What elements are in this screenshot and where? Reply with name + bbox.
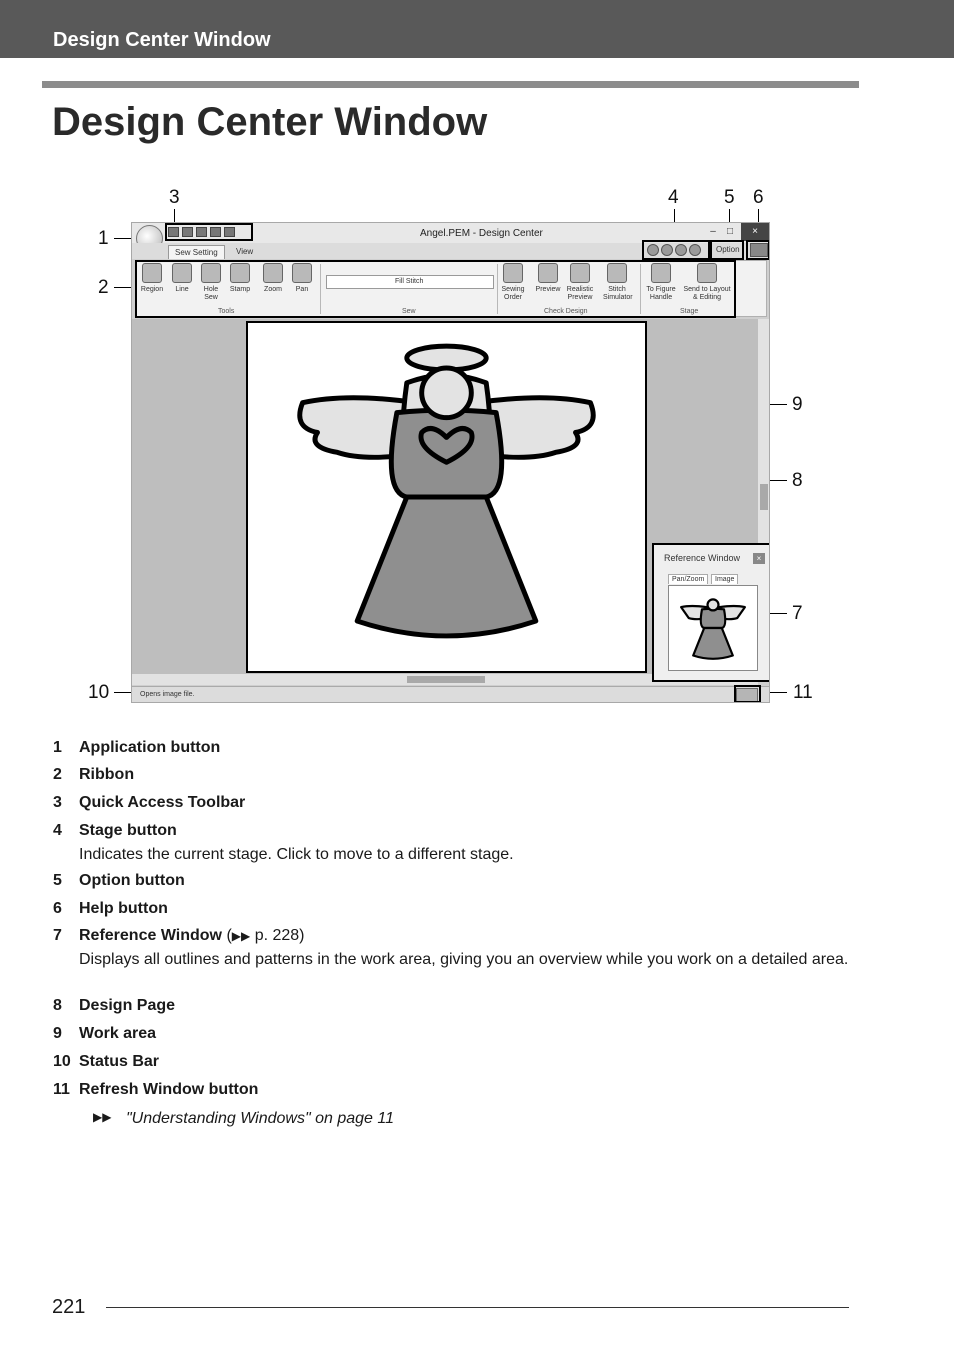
callout-2: 2 — [98, 277, 109, 298]
title-rule — [42, 81, 859, 88]
callout-3: 3 — [169, 187, 180, 208]
status-bar — [132, 686, 770, 703]
callout-4: 4 — [668, 187, 679, 208]
tab-image[interactable]: Image — [711, 574, 738, 584]
stage-highlight-box — [642, 240, 710, 260]
tab-view[interactable]: View — [236, 247, 254, 256]
callout-6: 6 — [753, 187, 764, 208]
angel-design — [248, 323, 645, 671]
refresh-highlight-box — [734, 685, 761, 703]
horizontal-scroll-thumb[interactable] — [407, 676, 485, 683]
callout-5: 5 — [724, 187, 735, 208]
callout-10: 10 — [88, 682, 110, 703]
running-header — [0, 0, 954, 58]
callout-9: 9 — [792, 394, 803, 415]
callout-8: 8 — [792, 470, 803, 491]
pan-button[interactable]: Pan — [288, 263, 316, 294]
design-page[interactable] — [246, 321, 647, 673]
zoom-button[interactable]: Zoom — [259, 263, 287, 294]
close-button[interactable]: × — [741, 223, 769, 241]
callout-11: 11 — [793, 682, 813, 703]
fill-stitch-select[interactable]: Fill Stitch — [326, 275, 494, 289]
reference-highlight-box — [652, 543, 770, 682]
design-center-screenshot — [131, 222, 770, 703]
stamp-button[interactable]: Stamp — [226, 263, 254, 294]
page-title: Design Center Window — [52, 100, 488, 144]
qat-highlight-box — [165, 223, 253, 241]
preview-button[interactable]: Preview — [534, 263, 562, 294]
window-title: Angel.PEM - Design Center — [420, 228, 543, 239]
vertical-scroll-thumb[interactable] — [760, 484, 768, 510]
sewing-order-button[interactable]: Sewing Order — [499, 263, 527, 302]
legend-description: Displays all outlines and patterns in the work area, giving you an overview while you work on a detailed area. — [79, 951, 849, 968]
help-highlight-box — [746, 240, 770, 260]
stitch-simulator-button[interactable]: Stitch Simulator — [603, 263, 631, 302]
callout-7: 7 — [792, 603, 803, 624]
ribbon-highlight-box — [135, 260, 736, 318]
status-text: Opens image file. — [140, 691, 195, 698]
stage-group-label: Stage — [680, 308, 699, 315]
double-arrow-icon: ▶▶ — [93, 1110, 112, 1124]
footer-rule — [106, 1307, 849, 1308]
reference-window-close[interactable]: × — [753, 553, 765, 564]
callout-1: 1 — [98, 228, 109, 249]
sew-group-label: Sew — [402, 308, 416, 315]
option-button[interactable]: Option — [716, 245, 740, 254]
tools-group-label: Tools — [218, 308, 235, 315]
running-header-title: Design Center Window — [53, 29, 271, 51]
send-to-layout-button[interactable]: Send to Layout & Editing — [681, 263, 733, 302]
option-highlight-box — [710, 240, 744, 260]
cross-reference-text[interactable]: "Understanding Windows" on page 11 — [126, 1110, 394, 1127]
line-button[interactable]: Line — [168, 263, 196, 294]
page-reference-arrow-icon: ▶▶ — [231, 929, 251, 943]
check-design-group-label: Check Design — [544, 308, 588, 315]
minimize-button[interactable]: – — [710, 226, 716, 237]
realistic-preview-button[interactable]: Realistic Preview — [566, 263, 594, 302]
region-button[interactable]: Region — [138, 263, 166, 294]
leader-line — [770, 613, 787, 614]
legend-description: Indicates the current stage. Click to move to a different stage. — [79, 846, 514, 863]
to-figure-handle-button[interactable]: To Figure Handle — [644, 263, 678, 302]
page-number: 221 — [52, 1296, 86, 1318]
hole-sew-button[interactable]: Hole Sew — [197, 263, 225, 302]
tab-pan-zoom[interactable]: Pan/Zoom — [668, 574, 708, 584]
tab-sew-setting[interactable]: Sew Setting — [168, 245, 225, 259]
maximize-button[interactable]: □ — [726, 226, 734, 237]
reference-window-title: Reference Window — [664, 553, 741, 563]
page-reference-link[interactable]: p. 228) — [250, 927, 305, 944]
